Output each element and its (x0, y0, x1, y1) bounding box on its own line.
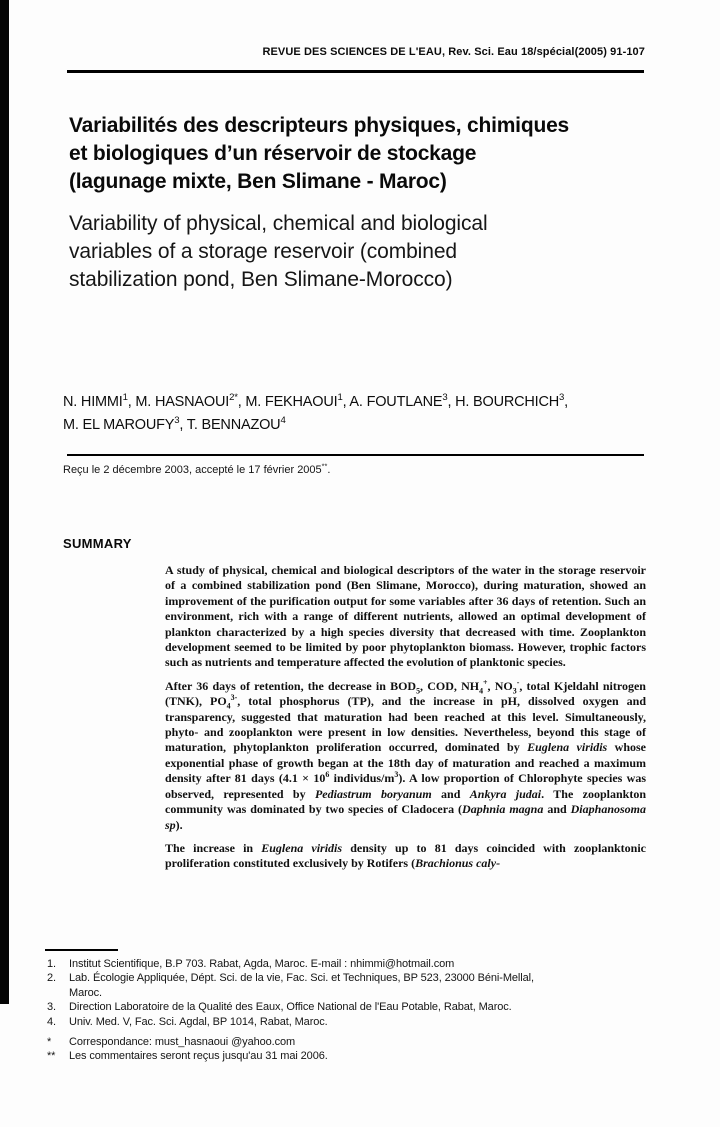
summary-body (165, 563, 646, 880)
footnote-4-text: Univ. Med. V, Fac. Sci. Agdal, BP 1014, Rabat, Maroc. (69, 1015, 328, 1028)
footnote-2-marker: 2. (47, 972, 56, 985)
title-french (69, 112, 569, 196)
received-accepted-note: Reçu le 2 décembre 2003, accepté le 17 février 2005**. (63, 461, 331, 476)
correspondence-note-marker: * (47, 1036, 52, 1049)
journal-header: REVUE DES SCIENCES DE L'EAU, Rev. Sci. Eau 18/spécial(2005) 91-107 (262, 46, 645, 58)
title-english (69, 210, 488, 294)
comments-deadline-text: Les commentaires seront reçus jusqu'au 31 mai 2006. (69, 1050, 328, 1063)
summary-paragraph-1: A study of physical, chemical and biological descriptors of the water in the storage reservoir of a combined stabilization pond (Ben Slimane, Morocco), during maturation, showed an improvement of the purification output for some variables after 36 days of retention. Such an environment, rich with a range of different nutrients, allowed an optimal development of plankton characterized by a high species diversity that decreased with time. Zooplankton development seemed to be limited by poor phytoplankton biomass. However, trophic factors such as nutrients and temperature affected the evolution of planktonic species. (165, 563, 646, 670)
separator-rule (67, 454, 644, 456)
comments-deadline-marker: ** (47, 1050, 56, 1063)
summary-heading: SUMMARY (63, 536, 132, 551)
summary-paragraph-2: After 36 days of retention, the decrease in $BOD_5$, COD, $NH_4^+$, $NO_3^-$, total Kjeldahl nitrogen (TNK), $PO_4^{3-}$, total phosphorus (TP), and the increase in pH, dissolved oxygen and transparency, suggested that maturation had been reached at this level. Simultaneously, phyto- and zooplankton were present in low densities. Nevertheless, beyond this stage of maturation, phytoplankton proliferation occurred, dominated by Euglena viridis whose exponential phase of growth began at the 18th day of maturation and reached a maximum density after 81 days ($4.1 \times 10^6$ individus/$m^3$). A low proportion of Chlorophyte species was observed, represented by Pediastrum boryanum and Ankyra judai. The zooplankton community was dominated by two species of Cladocera (Daphnia magna and Diaphanosoma sp). (165, 677, 646, 832)
footnote-4-marker: 4. (47, 1015, 56, 1028)
footnote-1-marker: 1. (47, 958, 56, 970)
title-french-line-1: Variabilités des descripteurs physiques, chimiques (69, 114, 570, 137)
correspondence-note (47, 1035, 672, 1049)
summary-paragraph-3: The increase in Euglena viridis density up to 81 days coincided with zooplanktonic proliferation constituted exclusively by Rotifers (Brachionus caly- (165, 840, 646, 871)
footnote-2-text (69, 971, 672, 1000)
footnote-2-line-1: Lab. Écologie Appliquée, Dépt. Sci. de la vie, Fac. Sci. et Techniques, BP 523, 23000 Béni-Mellal, (69, 972, 534, 985)
title-english-line-1: Variability of physical, chemical and biological (69, 212, 488, 235)
footnotes (47, 957, 672, 1064)
title-french-line-3: (lagunage mixte, Ben Slimane - Maroc) (69, 170, 447, 193)
footnote-3-text: Direction Laboratoire de la Qualité des Eaux, Office National de l'Eau Potable, Rabat, Maroc. (69, 1001, 512, 1014)
footnote-3-marker: 3. (47, 1001, 56, 1014)
title-english-line-2: variables of a storage reservoir (combined (69, 240, 457, 263)
title-french-line-2: et biologiques d’un réservoir de stockage (69, 142, 477, 165)
comments-deadline-note (47, 1049, 672, 1063)
scan-edge-artifact (0, 0, 9, 1004)
header-rule (67, 70, 644, 73)
footnote-2 (47, 971, 672, 1000)
footnote-3 (47, 1000, 672, 1014)
footnote-4 (47, 1015, 672, 1029)
authors-line-2: M. EL MAROUFY$^3$, T. BENNAZOU$^4$ (63, 414, 286, 433)
footnote-2-line-2: Maroc. (69, 986, 103, 999)
footnote-1 (47, 957, 672, 971)
title-english-line-3: stabilization pond, Ben Slimane-Morocco) (69, 268, 453, 291)
footnote-1-text: Institut Scientifique, B.P 703. Rabat, Agda, Maroc. E-mail : nhimmi@hotmail.com (69, 958, 455, 970)
authors-line-1: N. HIMMI$^1$, M. $HASNAOUI^{2*}$, M. FEKHAOUI$^1$, A. FOUTLANE$^3$, H. BOURCHICH$^3$, (63, 392, 568, 410)
footnote-separator-rule (45, 949, 118, 951)
correspondence-note-text: Correspondance: must_hasnaoui @yahoo.com (69, 1036, 296, 1049)
authors-list (63, 391, 663, 436)
